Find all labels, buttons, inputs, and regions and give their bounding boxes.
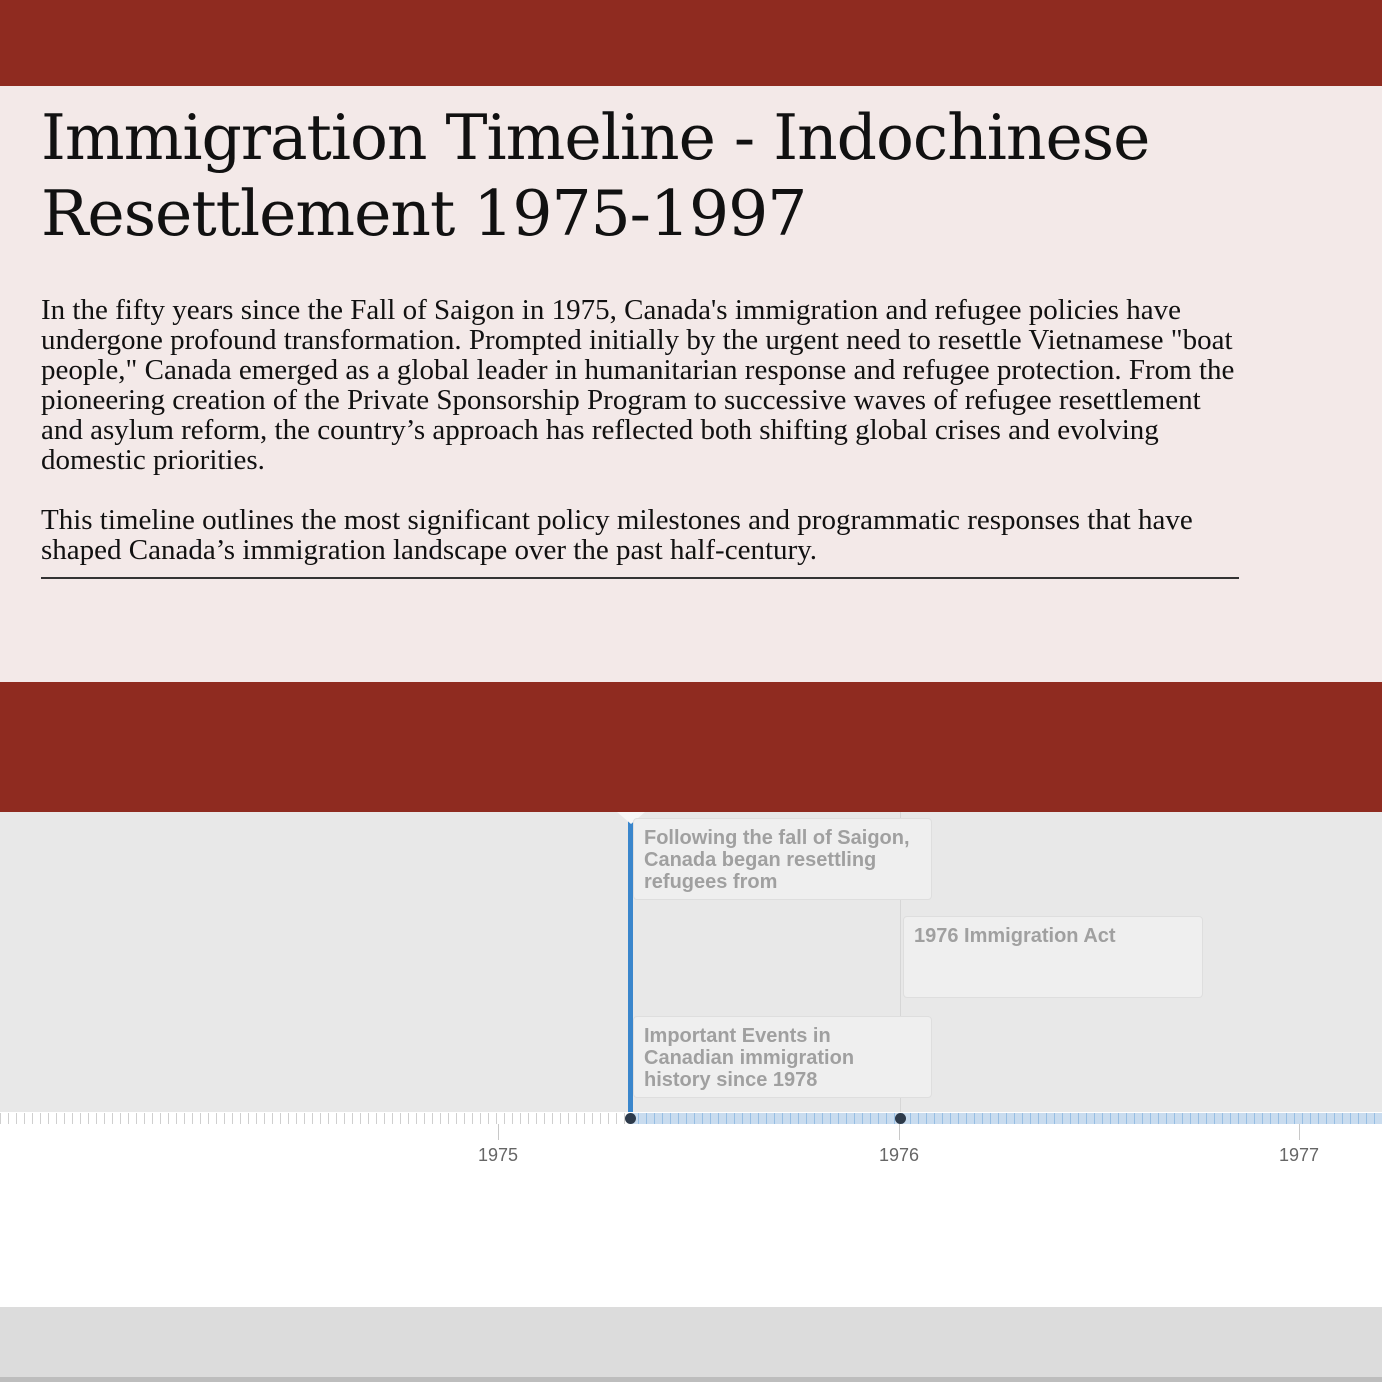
year-tick	[1299, 1124, 1300, 1140]
intro-paragraph: This timeline outlines the most significant policy milestones and programmatic responses that have shaped Canada’s immigration landscape over the past half-century.	[41, 504, 1193, 566]
event-card-1976-immigration-act[interactable]	[903, 916, 1203, 998]
event-card-important-events[interactable]	[633, 1016, 932, 1098]
year-label: 1977	[1278, 1145, 1320, 1165]
footer-edge	[0, 1377, 1382, 1382]
timeline-header-band	[0, 682, 1382, 812]
footer-bar	[0, 1307, 1382, 1377]
intro-text	[41, 295, 1241, 595]
event-title: Important Events in Canadian immigration history since 1978	[644, 1025, 855, 1091]
year-tick	[899, 1124, 900, 1140]
year-label: 1976	[878, 1145, 920, 1165]
axis-ruler	[0, 1113, 630, 1124]
intro-paragraph: In the fifty years since the Fall of Saigon in 1975, Canada's immigration and refugee policies have undergone profound transformation. Prompted initially by the urgent need to resettle Vietnamese "boat people," Canada emerged as a global leader in humanitarian response and refugee protection. From the pioneering creation of the Private Sponsorship Program to successive waves of refugee resettlement and asylum reform, the country’s approach has reflected both shifting global crises and evolving domestic priorities.	[41, 294, 1235, 476]
axis-ruler-active	[630, 1113, 1382, 1124]
event-title: Following the fall of Saigon, Canada began resettling refugees from	[644, 827, 910, 893]
divider	[41, 577, 1239, 579]
timeline-axis[interactable]	[0, 1112, 1382, 1307]
timeline-events-area[interactable]	[0, 812, 1382, 1112]
timeline-title: Immigration Timeline - Indochinese Resettlement 1975-1997	[41, 101, 1150, 250]
event-dot[interactable]	[895, 1113, 906, 1124]
event-card-fall-of-saigon[interactable]	[633, 818, 932, 900]
year-label: 1975	[477, 1145, 519, 1165]
year-tick	[498, 1124, 499, 1140]
event-title: 1976 Immigration Act	[914, 925, 1116, 947]
header-band	[0, 0, 1382, 86]
event-dot[interactable]	[625, 1113, 636, 1124]
